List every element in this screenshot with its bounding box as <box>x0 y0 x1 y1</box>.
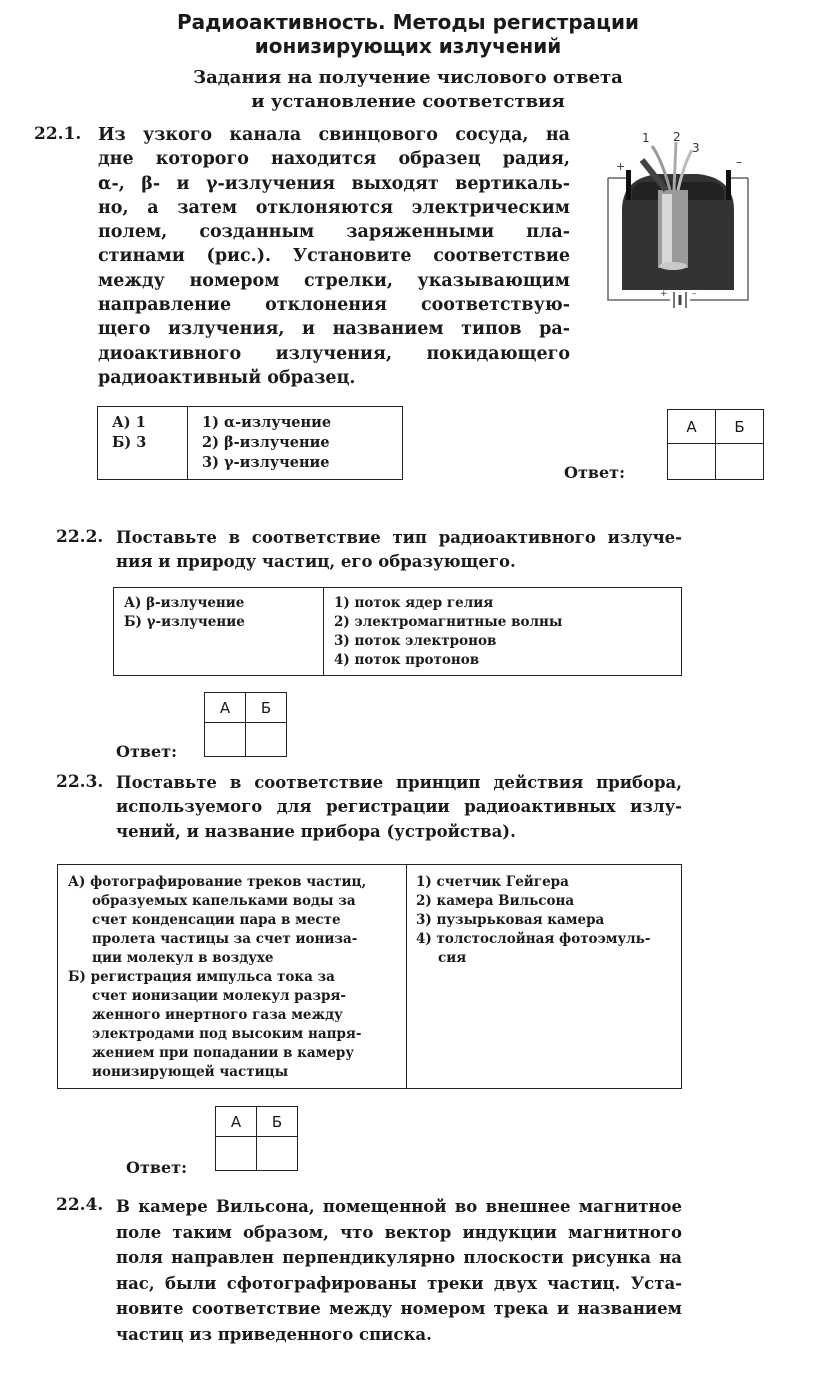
left-option: А) β-излучение <box>124 595 245 611</box>
right-option: 3) γ-излучение <box>202 454 330 471</box>
text-line: чений, и название прибора (устройства). <box>116 821 516 841</box>
text-line: но, а затем отклоняются электрическим <box>98 197 570 218</box>
right-option: 1) поток ядер гелия <box>334 595 494 611</box>
answer-col-b: Б <box>257 1107 298 1137</box>
text-line: α-, β- и γ-излучения выходят вертикаль- <box>98 173 570 194</box>
answer-col-a: А <box>205 693 246 723</box>
right-option: 3) пузырьковая камера <box>416 912 605 928</box>
right-option: 1) α-излучение <box>202 414 332 431</box>
right-option-cont: сия <box>438 950 467 966</box>
section-subtitle-line1: Задания на получение числового ответа <box>193 67 623 88</box>
text-line: Поставьте в соответствие тип радиоактивного излуче- <box>116 528 682 547</box>
matching-table <box>97 406 403 480</box>
text-line: поле таким образом, что вектор индукции магнитного <box>116 1222 682 1242</box>
text-line: Поставьте в соответствие принцип действия прибора, <box>116 773 682 792</box>
text-line: радиоактивный образец. <box>98 367 356 388</box>
page-title-line1: Радиоактивность. Методы регистрации <box>176 10 640 34</box>
right-option: 2) β-излучение <box>202 434 330 451</box>
answer-col-b: Б <box>716 410 764 444</box>
text-line: новите соответствие между номером трека и названием <box>116 1299 682 1319</box>
text-line: полем, созданным заряженными пла- <box>98 222 570 243</box>
answer-grid <box>215 1106 298 1171</box>
answer-grid <box>667 409 764 480</box>
left-option: Б) 3 <box>112 434 147 451</box>
left-option: А) фотографирование треков частиц, <box>68 874 367 890</box>
right-option: 2) электромагнитные волны <box>334 614 563 630</box>
left-option-cont: электродами под высоким напря- <box>92 1026 362 1042</box>
text-line: дне которого находится образец радия, <box>98 149 570 170</box>
text-line: Из узкого канала свинцового сосуда, на <box>98 125 570 145</box>
ray-label-2: 2 <box>673 130 681 144</box>
matching-table <box>57 864 682 1089</box>
text-line: щего излучения, и названием типов ра- <box>98 319 570 340</box>
text-line: частиц из приведенного списка. <box>116 1324 432 1344</box>
answer-cell-b[interactable] <box>716 444 764 480</box>
ray-label-3: 3 <box>692 141 700 155</box>
radiation-deflection-figure <box>600 130 760 310</box>
task-number: 22.3. <box>56 772 104 792</box>
left-option-cont: ионизирующей частицы <box>92 1064 289 1080</box>
right-option: 4) поток протонов <box>334 652 480 668</box>
left-option-cont: счет конденсации пара в месте <box>92 912 341 928</box>
left-option-cont: ции молекул в воздухе <box>92 950 274 966</box>
answer-col-a: А <box>668 410 716 444</box>
left-option-cont: образуемых капельками воды за <box>92 893 356 909</box>
battery-minus-sign: – <box>692 289 697 299</box>
task-number: 22.2. <box>56 527 104 547</box>
answer-cell-a[interactable] <box>216 1137 257 1171</box>
text-line: В камере Вильсона, помещенной во внешнее магнитное <box>116 1197 682 1216</box>
text-line: используемого для регистрации радиоактивных излу- <box>116 797 682 817</box>
text-line: направление отклонения соответствую- <box>98 295 570 316</box>
left-option-cont: пролета частицы за счет иониза- <box>92 931 358 947</box>
text-line: между номером стрелки, указывающим <box>98 270 570 291</box>
task-text <box>98 123 570 390</box>
left-option: Б) регистрация импульса тока за <box>68 969 335 985</box>
battery-plus-sign: + <box>660 289 668 299</box>
text-line: нас, были сфотографированы треки двух частиц. Уста- <box>116 1273 682 1293</box>
answer-cell-a[interactable] <box>205 723 246 757</box>
answer-cell-a[interactable] <box>668 444 716 480</box>
task-text <box>116 771 682 844</box>
answer-grid <box>204 692 287 757</box>
text-line: ния и природу частиц, его образующего. <box>116 552 516 572</box>
text-line: диоактивного излучения, покидающего <box>98 343 570 364</box>
right-option: 4) толстослойная фотоэмуль- <box>416 931 651 947</box>
answer-label: Ответ: <box>116 742 177 761</box>
answer-label: Ответ: <box>564 463 625 482</box>
answer-label: Ответ: <box>126 1158 187 1177</box>
answer-col-b: Б <box>246 693 287 723</box>
text-line: поля направлен перпендикулярно плоскости рисунка на <box>116 1248 682 1268</box>
task-text <box>116 526 682 575</box>
text-line: стинами (рис.). Установите соответствие <box>98 246 570 267</box>
left-option: А) 1 <box>112 414 146 431</box>
answer-cell-b[interactable] <box>246 723 287 757</box>
ray-label-1: 1 <box>642 131 650 145</box>
left-option: Б) γ-излучение <box>124 614 245 630</box>
right-option: 2) камера Вильсона <box>416 893 575 909</box>
left-option-cont: счет ионизации молекул разря- <box>92 988 346 1004</box>
matching-table <box>113 587 682 676</box>
task-text <box>116 1194 682 1348</box>
left-option-cont: женного инертного газа между <box>92 1007 343 1023</box>
page-title-line2: ионизирующих излучений <box>254 34 562 58</box>
plate-plus-sign: + <box>616 160 626 173</box>
section-subtitle-line2: и установление соответствия <box>251 91 565 112</box>
task-number: 22.1. <box>34 124 82 144</box>
answer-cell-b[interactable] <box>257 1137 298 1171</box>
plate-minus-sign: – <box>736 155 742 169</box>
right-option: 3) поток электронов <box>334 633 497 649</box>
left-option-cont: жением при попадании в камеру <box>92 1045 355 1061</box>
task-number: 22.4. <box>56 1195 104 1215</box>
right-option: 1) счетчик Гейгера <box>416 874 569 890</box>
answer-col-a: А <box>216 1107 257 1137</box>
